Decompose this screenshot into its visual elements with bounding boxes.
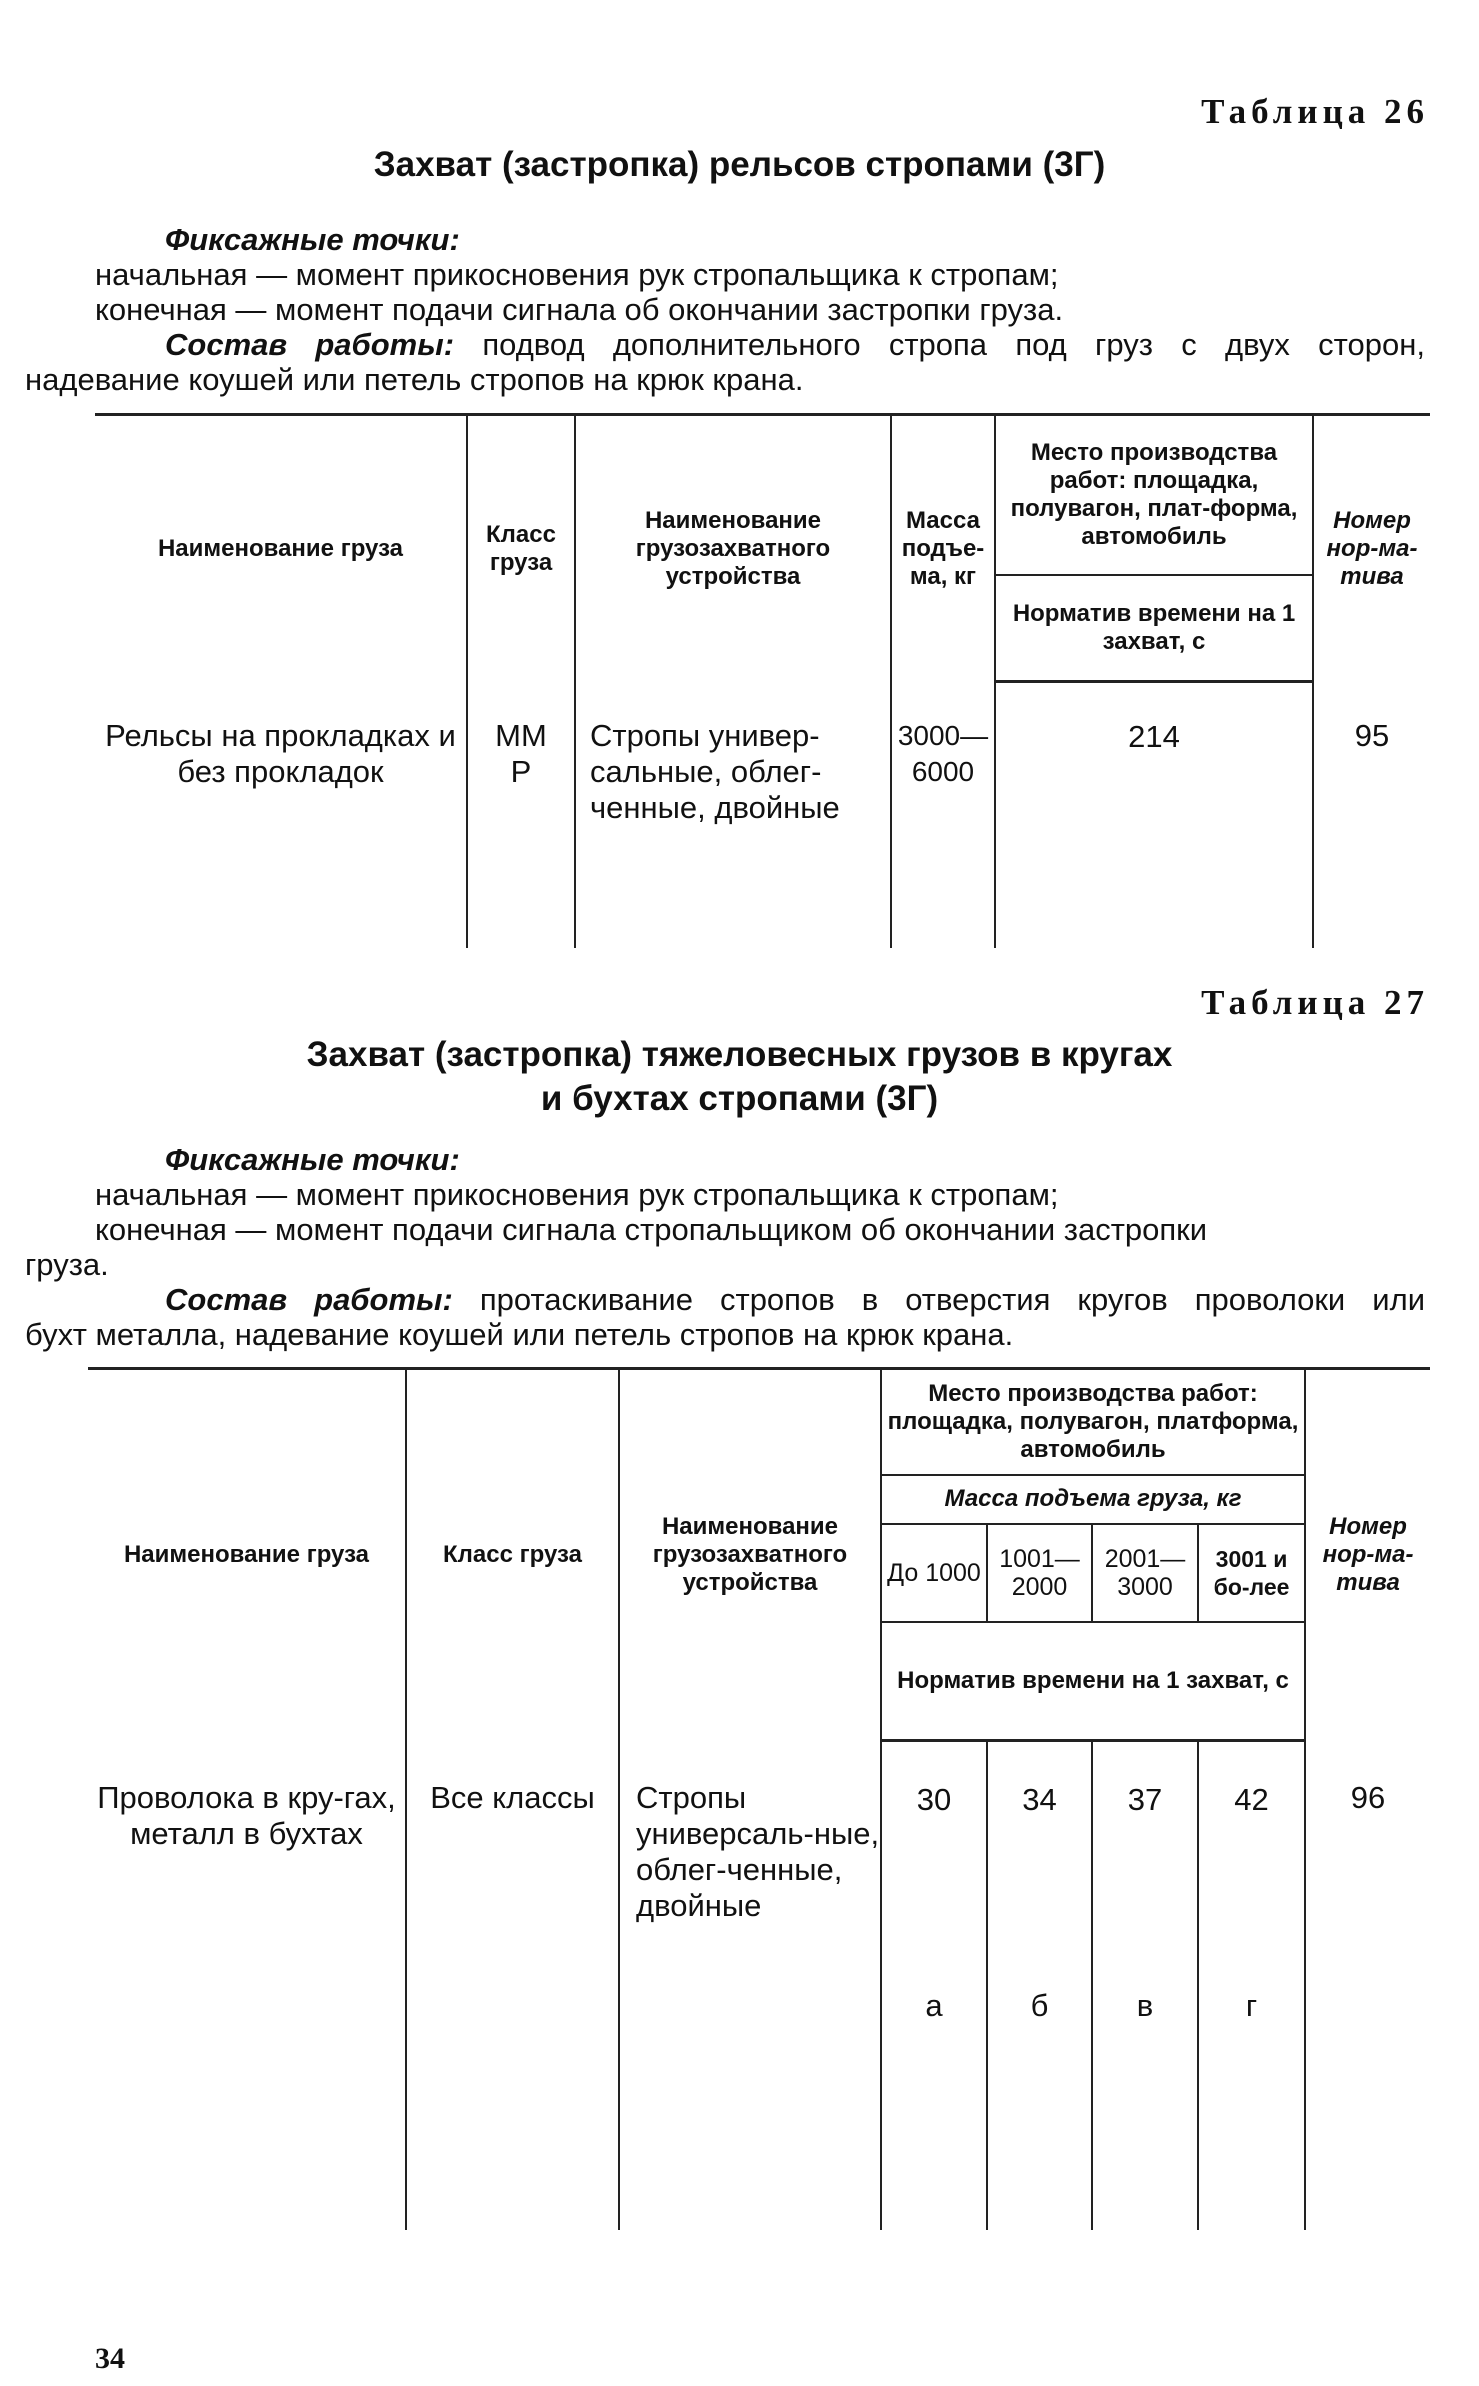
header-cargo-name: Наименование груза (95, 415, 467, 682)
value-b: 34 (1022, 1781, 1057, 1817)
fixation-start: начальная — момент прикосновения рук стропальщика к стропам; (95, 257, 1059, 292)
cell-time-up-to-1000 (881, 1740, 987, 2230)
cell-cargo-name: Проволока в кру-гах, металл в бухтах (88, 1740, 406, 2230)
header-device-name: Наименование грузозахватного устройства (575, 415, 891, 682)
cell-time-1001-2000 (987, 1740, 1092, 2230)
cell-norm-number: 96 (1305, 1740, 1430, 2230)
table-26 (95, 413, 1430, 948)
table-27-label: Таблица 27 (1201, 983, 1429, 1022)
table-27 (88, 1367, 1430, 2230)
value-v: 37 (1127, 1781, 1163, 1817)
header-lift-mass: Масса подъема груза, кг (881, 1475, 1305, 1524)
table-27-title-line-2: и бухтах стропами (3Г) (540, 1079, 939, 1118)
cell-cargo-class (467, 682, 575, 948)
header-cargo-name: Наименование груза (88, 1369, 406, 1741)
header-cargo-class: Класс груза (467, 415, 575, 682)
value-g: 42 (1234, 1781, 1269, 1817)
letter-a: а (925, 1987, 943, 2023)
work-composition-label: Состав работы: (165, 327, 455, 362)
table-26-label: Таблица 26 (1201, 92, 1429, 131)
letter-v: в (1136, 1987, 1154, 2023)
table-27-description (25, 1142, 1426, 1352)
class-value-2: Р (510, 753, 532, 789)
page-number: 34 (95, 2342, 125, 2375)
cell-time-3001-plus (1198, 1740, 1305, 2230)
letter-b: б (1030, 1987, 1049, 2023)
header-cargo-class: Класс груза (406, 1369, 619, 1741)
cell-time-2001-3000 (1092, 1740, 1198, 2230)
header-work-place: Место производства работ: площадка, полувагон, платформа, автомобиль (881, 1369, 1305, 1475)
header-norm-number: Номер нор-ма-тива (1313, 415, 1430, 682)
table-27-title-line-1: Захват (застропка) тяжеловесных грузов в кругах (306, 1035, 1173, 1074)
header-mass-3001-plus: 3001 и бо-лее (1198, 1524, 1305, 1622)
header-norm-time: Норматив времени на 1 захват, с (881, 1622, 1305, 1740)
cell-norm-time: 214 (995, 682, 1313, 948)
value-a: 30 (916, 1781, 952, 1817)
work-composition-label: Состав работы: (165, 1282, 453, 1317)
cell-device: Стропы универсаль-ные, облег-ченные, двойные (619, 1740, 881, 2230)
header-mass-2001-3000: 2001—3000 (1092, 1524, 1198, 1622)
work-composition-text-1: протаскивание стропов в отверстия кругов проволоки или (479, 1282, 1426, 1317)
work-composition (95, 1282, 1425, 1317)
work-composition-text-2: надевание коушей или петель стропов на крюк крана. (25, 362, 804, 397)
table-26-title: Захват (застропка) рельсов стропами (3Г) (373, 145, 1106, 184)
work-composition-text-1: подвод дополнительного стропа под груз с двух сторон, (482, 327, 1425, 362)
cell-device: Стропы универ-сальные, облег-ченные, двойные (575, 682, 891, 948)
header-work-place: Место производства работ: площадка, полувагон, плат-форма, автомобиль (995, 415, 1313, 576)
class-value-1: ММ (495, 717, 547, 753)
fixation-end-2: груза. (25, 1247, 109, 1282)
table-26-description (25, 222, 1425, 397)
fixation-end: конечная — момент подачи сигнала об окончании застропки груза. (95, 292, 1064, 327)
work-composition (95, 327, 1425, 362)
header-mass-1001-2000: 1001—2000 (987, 1524, 1092, 1622)
cell-lift-mass: 3000—6000 (891, 682, 995, 948)
letter-g: г (1245, 1987, 1258, 2023)
cell-cargo-name: Рельсы на прокладках и без прокладок (95, 682, 467, 948)
header-lift-mass: Масса подъе-ма, кг (891, 415, 995, 682)
work-composition-text-2: бухт металла, надевание коушей или петель стропов на крюк крана. (25, 1317, 1014, 1352)
fixation-end-1: конечная — момент подачи сигнала стропальщиком об окончании застропки (95, 1212, 1208, 1247)
header-norm-time: Норматив времени на 1 захват, с (995, 575, 1313, 682)
fixation-points-label: Фиксажные точки: (165, 222, 460, 257)
cell-cargo-class: Все классы (406, 1740, 619, 2230)
fixation-points-label: Фиксажные точки: (165, 1142, 460, 1177)
cell-norm-number: 95 (1313, 682, 1430, 948)
header-mass-up-to-1000: До 1000 (881, 1524, 987, 1622)
header-norm-number: Номер нор-ма-тива (1305, 1369, 1430, 1741)
fixation-start: начальная — момент прикосновения рук стропальщика к стропам; (95, 1177, 1059, 1212)
header-device-name: Наименование грузозахватного устройства (619, 1369, 881, 1741)
